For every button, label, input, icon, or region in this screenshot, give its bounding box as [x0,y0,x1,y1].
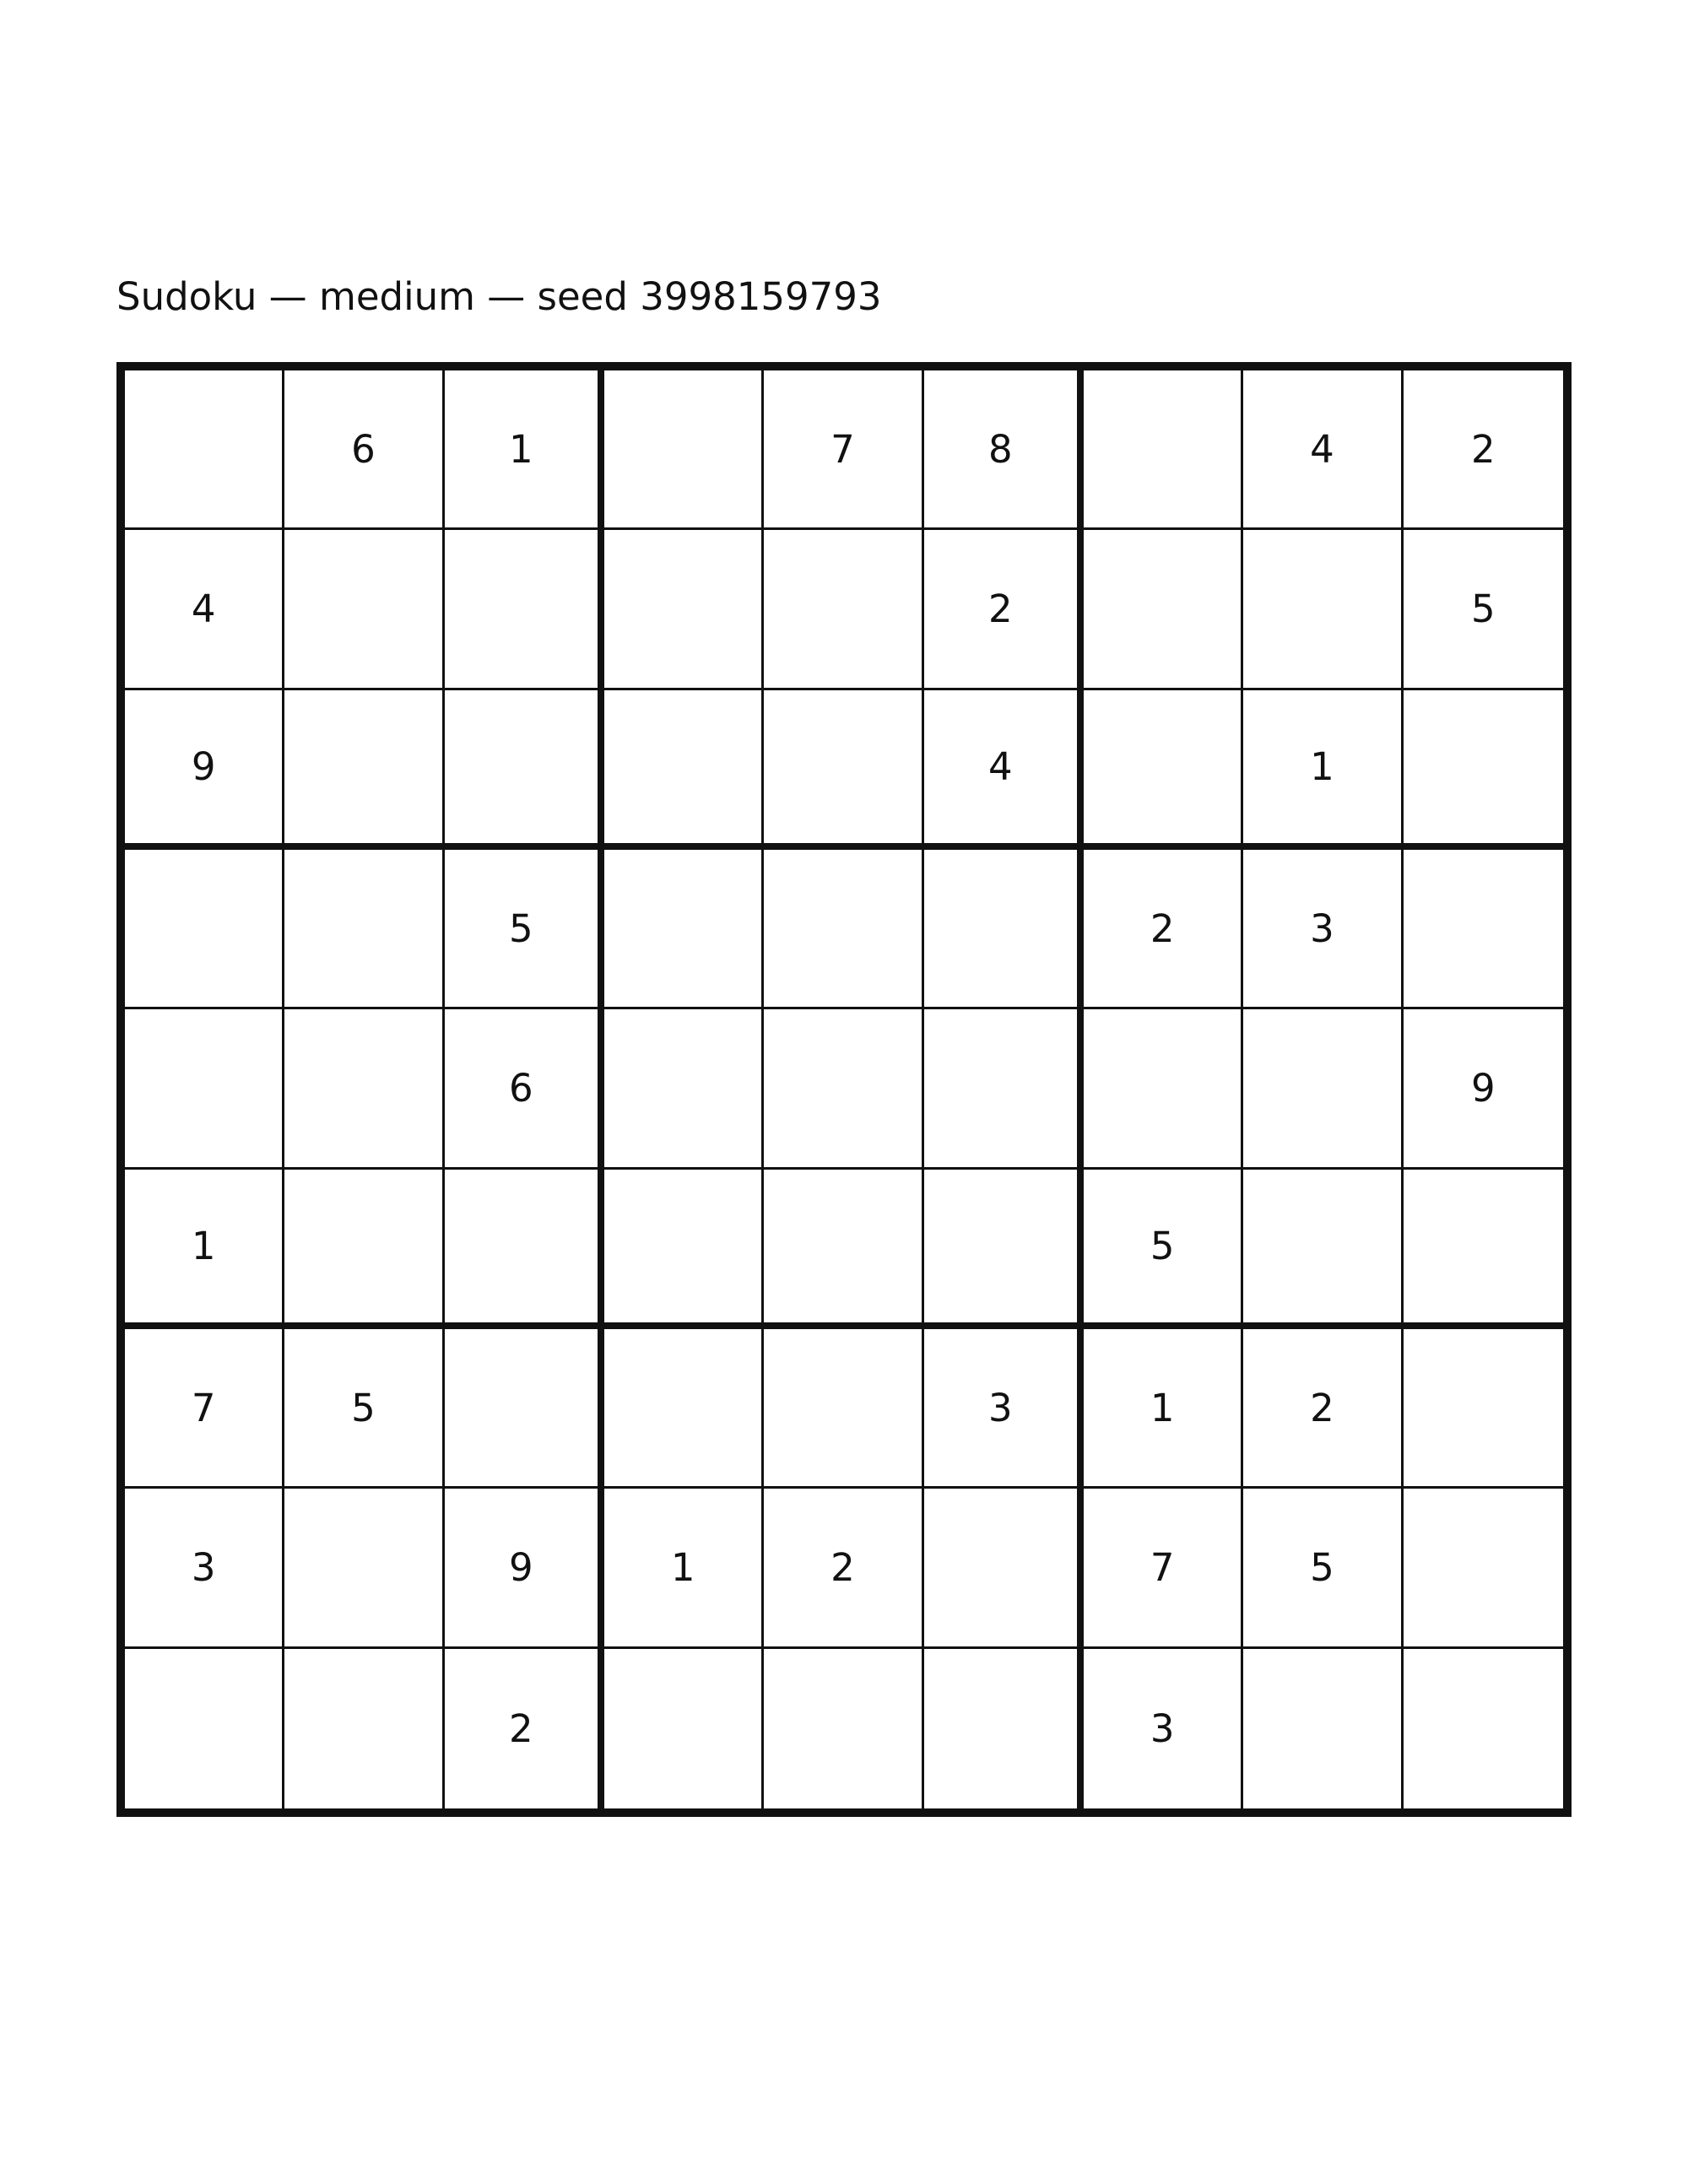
sudoku-cell-r1-c8[interactable]: 4 [1243,370,1403,530]
sudoku-cell-r6-c4[interactable] [604,1170,764,1329]
sudoku-cell-r9-c2[interactable] [284,1649,444,1808]
sudoku-cell-r5-c1[interactable] [125,1009,284,1169]
sudoku-cell-r7-c8[interactable]: 2 [1243,1329,1403,1489]
sudoku-cell-r5-c8[interactable] [1243,1009,1403,1169]
sudoku-cell-r5-c5[interactable] [764,1009,923,1169]
sudoku-cell-r9-c9[interactable] [1404,1649,1563,1808]
sudoku-cell-r6-c9[interactable] [1404,1170,1563,1329]
sudoku-cell-r4-c1[interactable] [125,850,284,1009]
sudoku-cell-r4-c2[interactable] [284,850,444,1009]
sudoku-cell-r4-c7[interactable]: 2 [1084,850,1243,1009]
sudoku-cell-r8-c7[interactable]: 7 [1084,1489,1243,1648]
sudoku-cell-r7-c6[interactable]: 3 [924,1329,1084,1489]
sudoku-cell-r1-c5[interactable]: 7 [764,370,923,530]
sudoku-cell-r1-c4[interactable] [604,370,764,530]
sudoku-cell-r3-c2[interactable] [284,690,444,850]
sudoku-cell-r5-c9[interactable]: 9 [1404,1009,1563,1169]
sudoku-cell-r4-c3[interactable]: 5 [445,850,604,1009]
sudoku-cell-r8-c4[interactable]: 1 [604,1489,764,1648]
sudoku-cell-r7-c1[interactable]: 7 [125,1329,284,1489]
sudoku-cell-r5-c3[interactable]: 6 [445,1009,604,1169]
sudoku-cell-r1-c6[interactable]: 8 [924,370,1084,530]
sudoku-cell-r3-c7[interactable] [1084,690,1243,850]
sudoku-cell-r1-c9[interactable]: 2 [1404,370,1563,530]
sudoku-cell-r2-c5[interactable] [764,530,923,689]
sudoku-cell-r7-c4[interactable] [604,1329,764,1489]
sudoku-cell-r5-c7[interactable] [1084,1009,1243,1169]
sudoku-cell-r9-c7[interactable]: 3 [1084,1649,1243,1808]
sudoku-cell-r8-c8[interactable]: 5 [1243,1489,1403,1648]
sudoku-cell-r9-c6[interactable] [924,1649,1084,1808]
sudoku-cell-r2-c1[interactable]: 4 [125,530,284,689]
sudoku-cell-r6-c1[interactable]: 1 [125,1170,284,1329]
sudoku-cell-r8-c5[interactable]: 2 [764,1489,923,1648]
sudoku-cell-r9-c4[interactable] [604,1649,764,1808]
page-title: Sudoku — medium — seed 3998159793 [116,274,882,319]
sudoku-cell-r3-c9[interactable] [1404,690,1563,850]
sudoku-cell-r3-c4[interactable] [604,690,764,850]
sudoku-cell-r3-c3[interactable] [445,690,604,850]
sudoku-cell-r6-c5[interactable] [764,1170,923,1329]
sudoku-cell-r2-c7[interactable] [1084,530,1243,689]
sudoku-cell-r5-c4[interactable] [604,1009,764,1169]
sudoku-cell-r4-c8[interactable]: 3 [1243,850,1403,1009]
sudoku-cell-r8-c1[interactable]: 3 [125,1489,284,1648]
sudoku-cell-r2-c6[interactable]: 2 [924,530,1084,689]
sudoku-cell-r8-c9[interactable] [1404,1489,1563,1648]
sudoku-cell-r1-c3[interactable]: 1 [445,370,604,530]
sudoku-cell-r6-c7[interactable]: 5 [1084,1170,1243,1329]
sudoku-cell-r6-c2[interactable] [284,1170,444,1329]
sudoku-cell-r9-c8[interactable] [1243,1649,1403,1808]
sudoku-cell-r6-c8[interactable] [1243,1170,1403,1329]
sudoku-cell-r3-c8[interactable]: 1 [1243,690,1403,850]
sudoku-board [116,362,1572,1817]
sudoku-cell-r2-c2[interactable] [284,530,444,689]
sudoku-cell-r4-c6[interactable] [924,850,1084,1009]
sudoku-cell-r9-c5[interactable] [764,1649,923,1808]
sudoku-cell-r7-c2[interactable]: 5 [284,1329,444,1489]
sudoku-cell-r9-c3[interactable]: 2 [445,1649,604,1808]
sudoku-cell-r2-c3[interactable] [445,530,604,689]
sudoku-cell-r3-c6[interactable]: 4 [924,690,1084,850]
sudoku-cell-r2-c8[interactable] [1243,530,1403,689]
sudoku-cell-r1-c2[interactable]: 6 [284,370,444,530]
sudoku-cell-r1-c7[interactable] [1084,370,1243,530]
sudoku-cell-r1-c1[interactable] [125,370,284,530]
sudoku-cell-r3-c5[interactable] [764,690,923,850]
sudoku-cell-r4-c9[interactable] [1404,850,1563,1009]
sudoku-cell-r8-c2[interactable] [284,1489,444,1648]
sudoku-cell-r5-c6[interactable] [924,1009,1084,1169]
sudoku-cell-r8-c6[interactable] [924,1489,1084,1648]
sudoku-cell-r8-c3[interactable]: 9 [445,1489,604,1648]
sudoku-cell-r7-c5[interactable] [764,1329,923,1489]
sudoku-cell-r5-c2[interactable] [284,1009,444,1169]
sudoku-cell-r6-c3[interactable] [445,1170,604,1329]
sudoku-cell-r6-c6[interactable] [924,1170,1084,1329]
sudoku-cell-r2-c9[interactable]: 5 [1404,530,1563,689]
sudoku-cell-r2-c4[interactable] [604,530,764,689]
sudoku-cell-r4-c5[interactable] [764,850,923,1009]
sudoku-cell-r9-c1[interactable] [125,1649,284,1808]
sudoku-cell-r4-c4[interactable] [604,850,764,1009]
sudoku-cell-r7-c7[interactable]: 1 [1084,1329,1243,1489]
sudoku-cell-r3-c1[interactable]: 9 [125,690,284,850]
sudoku-cell-r7-c9[interactable] [1404,1329,1563,1489]
sudoku-cell-r7-c3[interactable] [445,1329,604,1489]
